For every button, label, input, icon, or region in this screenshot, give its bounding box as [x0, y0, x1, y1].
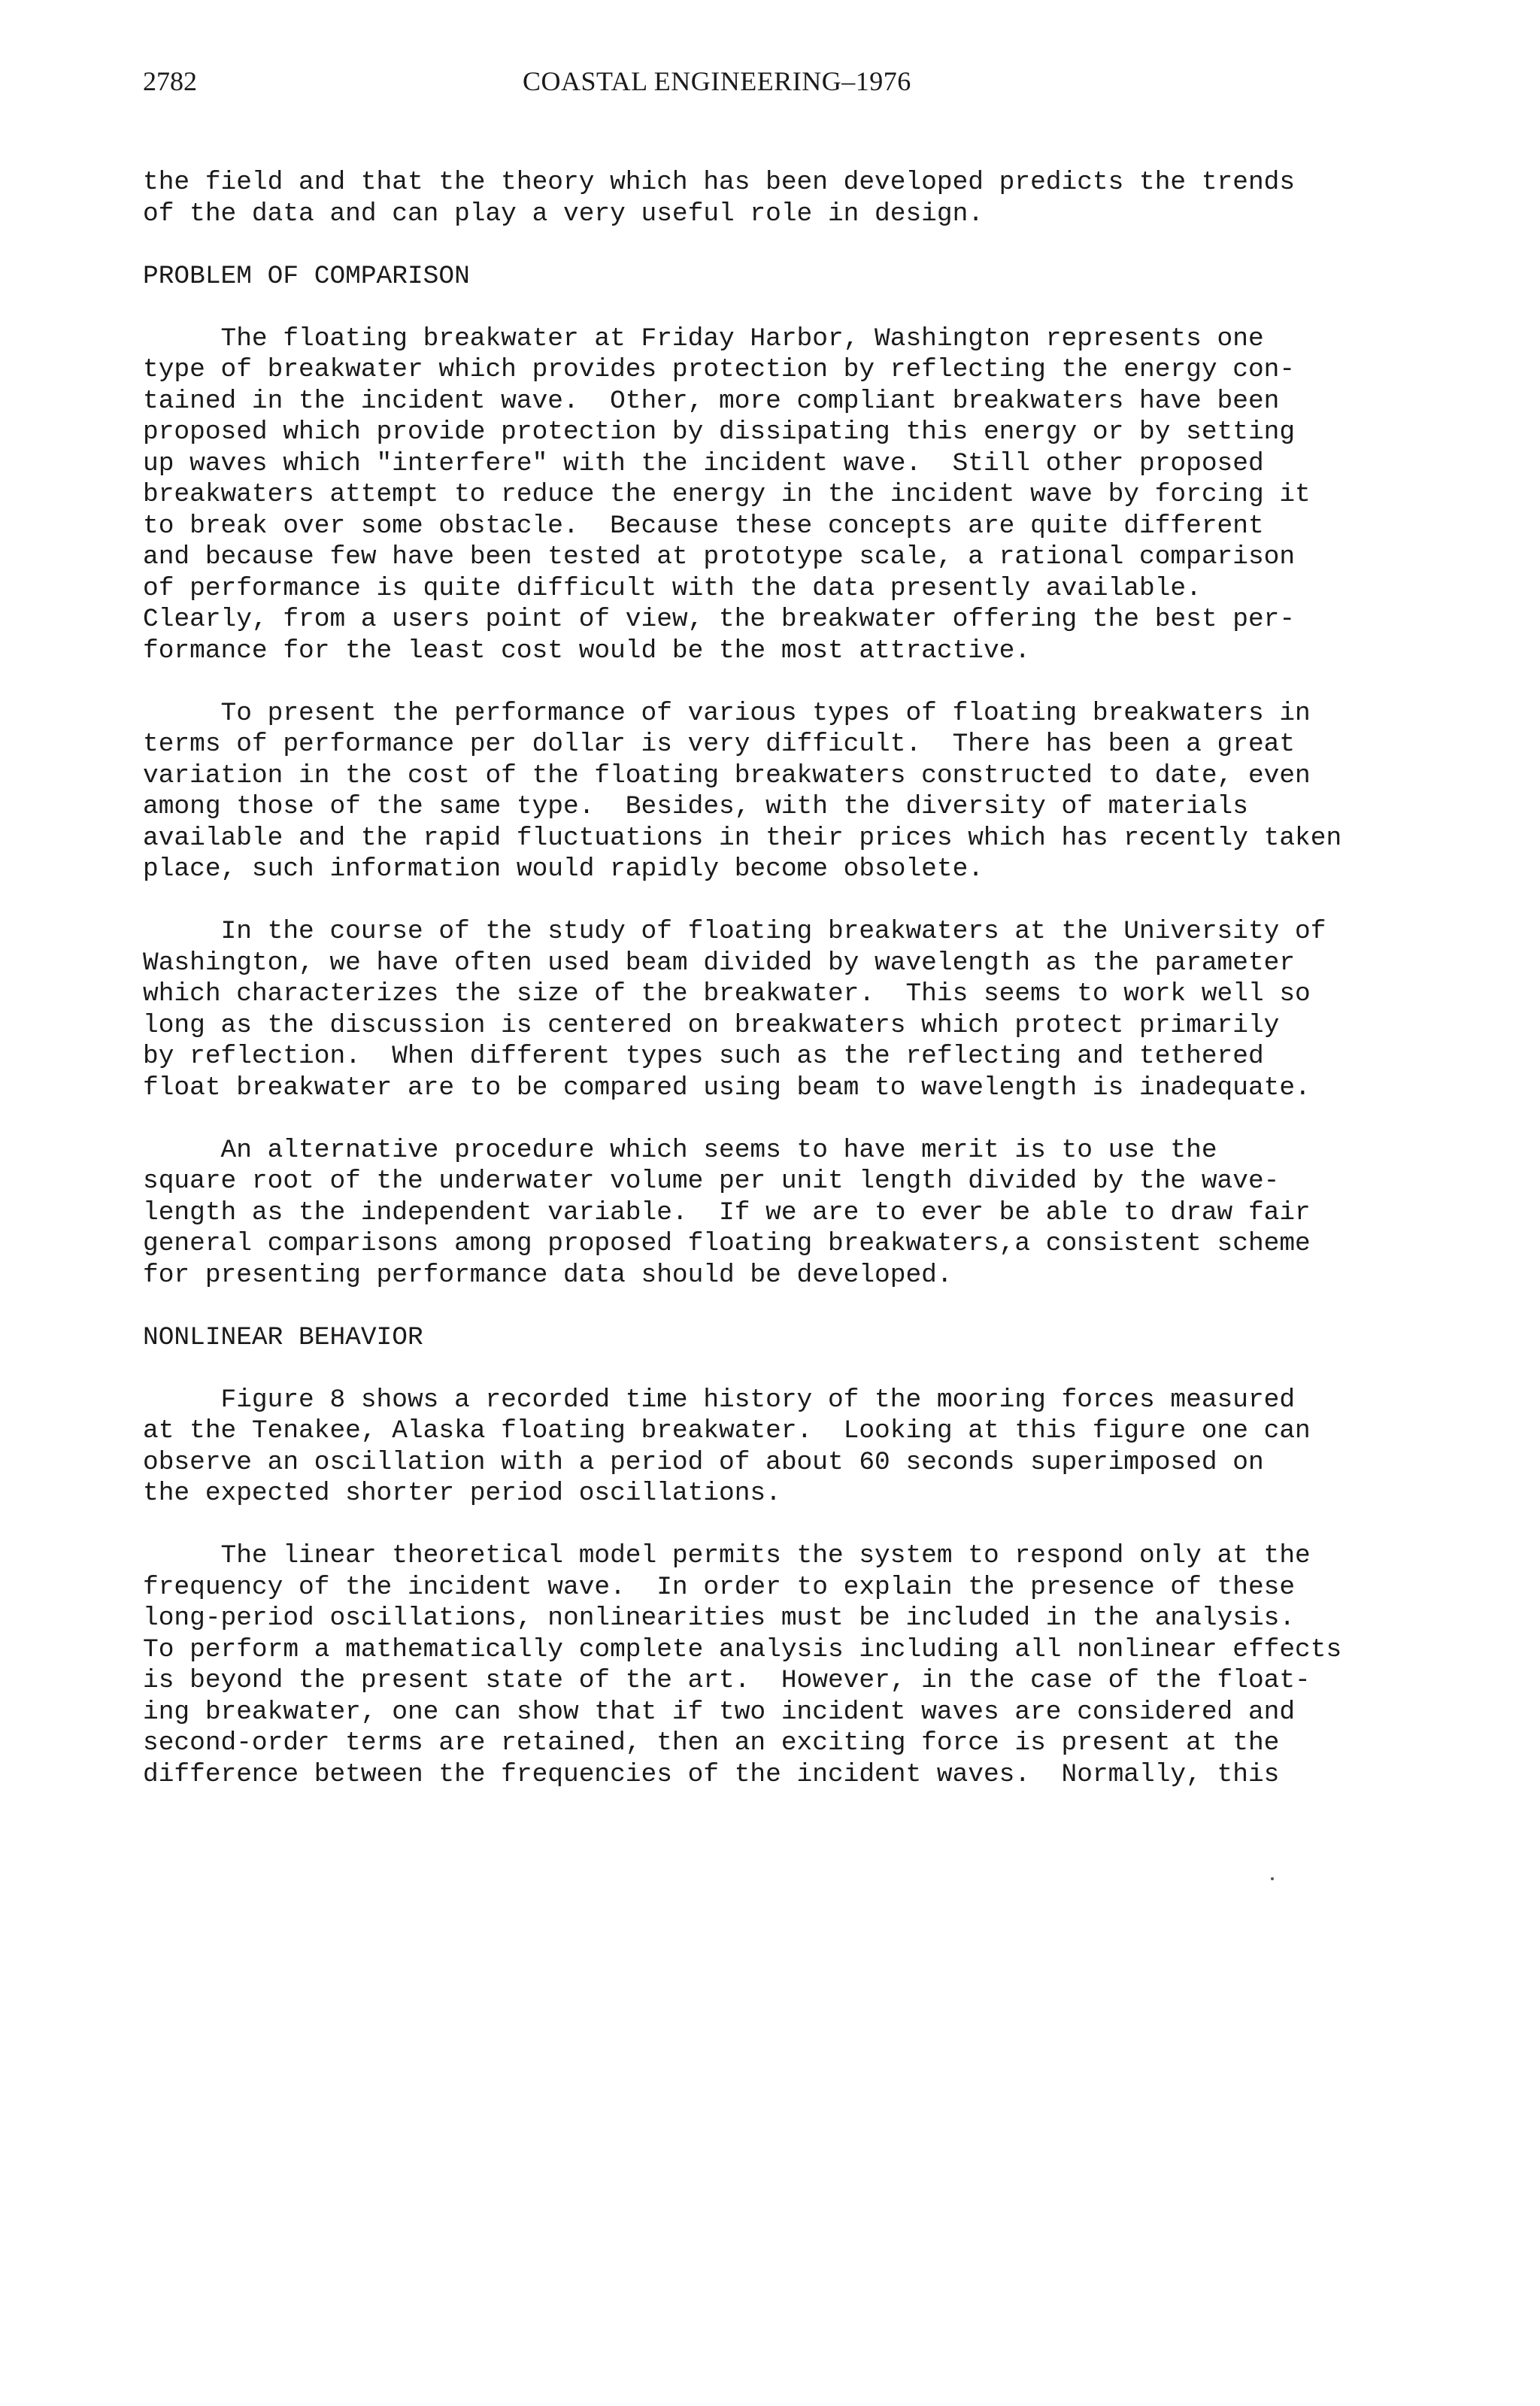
section-heading: NONLINEAR BEHAVIOR [143, 1322, 423, 1352]
text-line: Clearly, from a users point of view, the breakwater offering the best per- [143, 605, 1296, 634]
text-line: second-order terms are retained, then an exciting force is present at the [143, 1728, 1280, 1758]
text-line: variation in the cost of the floating breakwaters constructed to date, even [143, 760, 1311, 790]
text-line: breakwaters attempt to reduce the energy in the incident wave by forcing it [143, 480, 1311, 509]
scan-speck [1271, 1877, 1274, 1880]
text-line: formance for the least cost would be the most attractive. [143, 636, 1031, 666]
text-line: difference between the frequencies of the incident waves. Normally, this [143, 1759, 1280, 1789]
paragraph [143, 1385, 1361, 1509]
text-line: at the Tenakee, Alaska floating breakwater. Looking at this figure one can [143, 1416, 1311, 1446]
body-text [143, 167, 1361, 1822]
text-line: long-period oscillations, nonlinearities must be included in the analysis. [143, 1603, 1296, 1633]
text-line: square root of the underwater volume per unit length divided by the wave- [143, 1167, 1280, 1196]
text-line: among those of the same type. Besides, with the diversity of materials [143, 792, 1248, 821]
text-line: the expected shorter period oscillations. [143, 1479, 781, 1508]
paragraph [143, 1135, 1361, 1291]
text-line: up waves which "interfere" with the incident wave. Still other proposed [143, 448, 1264, 478]
text-line: An alternative procedure which seems to have merit is to use the [143, 1135, 1217, 1165]
text-line: and because few have been tested at prototype scale, a rational comparison [143, 542, 1296, 572]
paragraph [143, 167, 1361, 229]
text-line: for presenting performance data should be developed. [143, 1260, 953, 1290]
text-line: ing breakwater, one can show that if two incident waves are considered and [143, 1697, 1296, 1727]
text-line: by reflection. When different types such as the reflecting and tethered [143, 1042, 1264, 1071]
text-line: The floating breakwater at Friday Harbor, Washington represents one [143, 323, 1264, 353]
text-line: the field and that the theory which has been developed predicts the trends [143, 168, 1296, 197]
text-line: In the course of the study of floating breakwaters at the University of [143, 917, 1326, 946]
text-line: To present the performance of various types of floating breakwaters in [143, 698, 1311, 728]
text-line: which characterizes the size of the breakwater. This seems to work well so [143, 979, 1311, 1009]
paragraph [143, 698, 1361, 885]
page-number: 2782 [143, 66, 197, 96]
text-line: float breakwater are to be compared using beam to wavelength is inadequate. [143, 1073, 1311, 1103]
text-line: Figure 8 shows a recorded time history of the mooring forces measured [143, 1385, 1296, 1415]
text-line: to break over some obstacle. Because these concepts are quite different [143, 511, 1264, 541]
text-line: observe an oscillation with a period of about 60 seconds superimposed on [143, 1447, 1264, 1477]
text-line: of performance is quite difficult with the data presently available. [143, 573, 1202, 603]
text-line: available and the rapid fluctuations in their prices which has recently taken [143, 823, 1342, 853]
paragraph [143, 323, 1361, 667]
running-title: COASTAL ENGINEERING–1976 [523, 66, 911, 96]
text-line: place, such information would rapidly become obsolete. [143, 854, 984, 884]
text-line: The linear theoretical model permits the system to respond only at the [143, 1541, 1311, 1570]
section-heading: PROBLEM OF COMPARISON [143, 261, 470, 291]
text-line: tained in the incident wave. Other, more compliant breakwaters have been [143, 386, 1280, 416]
text-line: long as the discussion is centered on breakwaters which protect primarily [143, 1010, 1280, 1040]
text-line: frequency of the incident wave. In order to explain the presence of these [143, 1572, 1296, 1602]
text-line: is beyond the present state of the art. However, in the case of the float- [143, 1666, 1311, 1695]
page-header [143, 59, 1316, 104]
text-line: length as the independent variable. If we are to ever be able to draw fair [143, 1197, 1311, 1227]
text-line: proposed which provide protection by dissipating this energy or by setting [143, 417, 1296, 447]
text-line: of the data and can play a very useful role in design. [143, 199, 984, 229]
text-line: type of breakwater which provides protection by reflecting the energy con- [143, 355, 1296, 384]
paragraph [143, 1540, 1361, 1790]
text-line: terms of performance per dollar is very difficult. There has been a great [143, 730, 1296, 759]
text-line: Washington, we have often used beam divided by wavelength as the parameter [143, 948, 1296, 978]
text-line: general comparisons among proposed floating breakwaters,a consistent scheme [143, 1229, 1311, 1258]
text-line: To perform a mathematically complete analysis including all nonlinear effects [143, 1634, 1342, 1664]
paragraph [143, 916, 1361, 1103]
